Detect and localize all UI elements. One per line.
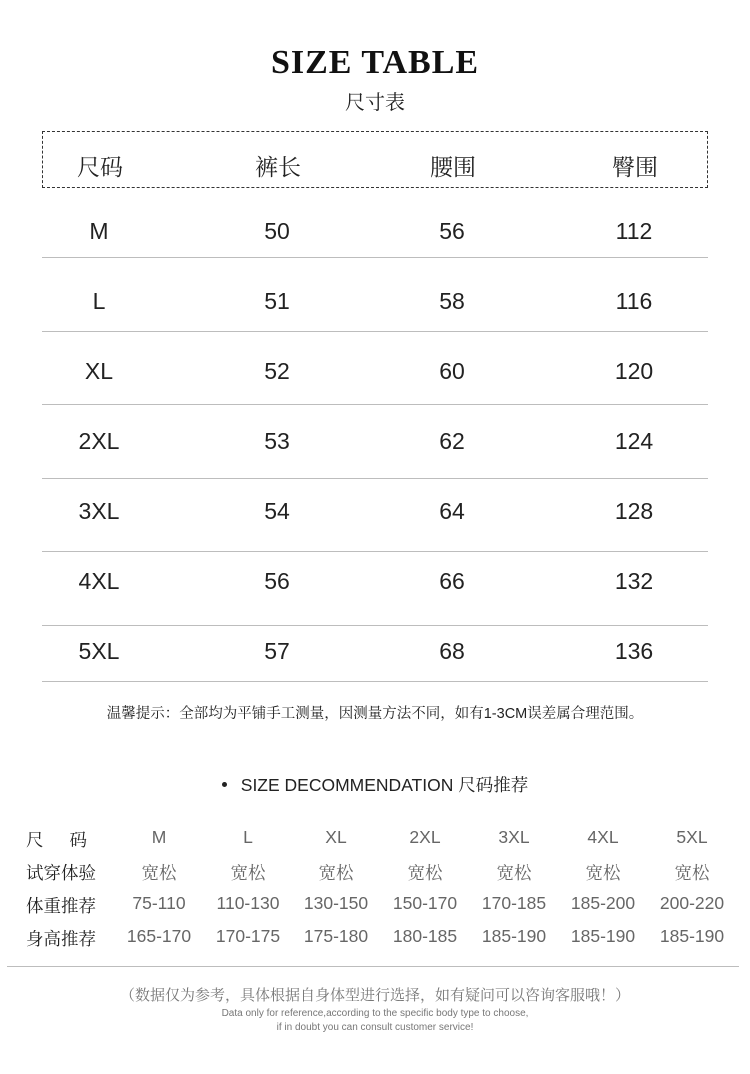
table-cell: 62 — [439, 428, 465, 454]
page-title: SIZE TABLE — [270, 44, 480, 81]
size-table-header — [42, 131, 708, 188]
table-cell: 5XL — [78, 638, 120, 664]
table-cell: 56 — [264, 568, 290, 594]
recommendation-title-text: SIZE DECOMMENDATION 尺码推荐 — [240, 775, 529, 795]
column-header-waist: 腰围 — [430, 154, 476, 180]
row-label: 尺码 — [26, 830, 113, 850]
rec-cell: 110-130 — [216, 893, 280, 913]
bullet-icon — [222, 782, 227, 787]
table-cell: 128 — [614, 498, 654, 524]
rec-cell: 5XL — [676, 827, 708, 847]
rec-cell: 4XL — [587, 827, 619, 847]
rec-cell: L — [243, 827, 253, 847]
rec-cell: 185-190 — [570, 926, 636, 946]
table-cell: 58 — [439, 288, 465, 314]
table-cell: 132 — [614, 568, 654, 594]
recommendation-row-size — [0, 827, 750, 857]
table-cell: 64 — [439, 498, 465, 524]
rec-cell: 宽松 — [230, 863, 266, 883]
row-label: 体重推荐 — [26, 896, 96, 916]
table-cell: M — [89, 218, 109, 244]
rec-cell: 180-185 — [392, 926, 458, 946]
table-cell: 51 — [264, 288, 290, 314]
table-cell: 52 — [264, 358, 290, 384]
row-divider — [42, 404, 708, 405]
row-divider — [42, 257, 708, 258]
rec-cell: 200-220 — [659, 893, 725, 913]
recommendation-row-weight — [0, 893, 750, 923]
rec-cell: 130-150 — [303, 893, 369, 913]
table-cell: 60 — [439, 358, 465, 384]
table-cell: 68 — [439, 638, 465, 664]
table-cell: 53 — [264, 428, 290, 454]
rec-cell: 宽松 — [141, 863, 177, 883]
row-label: 身高推荐 — [26, 929, 96, 949]
table-row — [42, 266, 708, 339]
rec-cell: 宽松 — [407, 863, 443, 883]
disclaimer-english-line2: if in doubt you can consult customer service! — [276, 1022, 474, 1033]
table-cell: 66 — [439, 568, 465, 594]
rec-cell: 165-170 — [126, 926, 192, 946]
rec-cell: 170-185 — [481, 893, 547, 913]
rec-cell: 宽松 — [318, 863, 354, 883]
table-cell: 124 — [614, 428, 654, 454]
rec-cell: XL — [325, 827, 347, 847]
table-cell: 4XL — [78, 568, 120, 594]
table-cell: 2XL — [78, 428, 120, 454]
table-row — [42, 406, 708, 479]
table-row — [42, 476, 708, 549]
column-header-hip: 臀围 — [612, 154, 658, 180]
table-cell: XL — [84, 358, 114, 384]
recommendation-row-fit — [0, 860, 750, 890]
table-row — [42, 196, 708, 269]
measurement-note: 温馨提示：全部均为平铺手工测量，因测量方法不同，如有1-3CM误差属合理范围。 — [106, 706, 644, 722]
table-row — [42, 546, 708, 619]
table-cell: 56 — [439, 218, 465, 244]
rec-cell: 2XL — [409, 827, 441, 847]
rec-cell: 3XL — [498, 827, 530, 847]
rec-cell: 170-175 — [215, 926, 281, 946]
rec-cell: 宽松 — [496, 863, 532, 883]
row-divider — [42, 331, 708, 332]
row-divider — [42, 681, 708, 682]
column-header-length: 裤长 — [255, 154, 301, 180]
rec-cell: M — [151, 827, 167, 847]
rec-cell: 150-170 — [392, 893, 458, 913]
table-cell: 50 — [264, 218, 290, 244]
row-label: 试穿体验 — [26, 863, 96, 883]
table-cell: 3XL — [78, 498, 120, 524]
recommendation-title — [0, 772, 750, 797]
table-cell: L — [92, 288, 106, 314]
table-row — [42, 336, 708, 409]
rec-cell: 宽松 — [585, 863, 621, 883]
section-divider — [7, 966, 739, 967]
rec-cell: 宽松 — [674, 863, 710, 883]
column-header-size: 尺码 — [77, 154, 123, 180]
rec-cell: 175-180 — [303, 926, 369, 946]
rec-cell: 185-190 — [481, 926, 547, 946]
table-cell: 120 — [614, 358, 654, 384]
rec-cell: 185-190 — [659, 926, 725, 946]
table-cell: 136 — [614, 638, 654, 664]
table-cell: 116 — [615, 288, 653, 314]
rec-cell: 75-110 — [132, 893, 186, 913]
disclaimer-chinese: （数据仅为参考，具体根据自身体型进行选择，如有疑问可以咨询客服哦！） — [119, 987, 630, 1004]
page-subtitle: 尺寸表 — [345, 92, 405, 114]
table-row — [42, 616, 708, 689]
table-cell: 57 — [264, 638, 290, 664]
rec-cell: 185-200 — [570, 893, 636, 913]
table-cell: 112 — [615, 218, 653, 244]
table-cell: 54 — [264, 498, 290, 524]
disclaimer-english-line1: Data only for reference,according to the specific body type to choose, — [221, 1008, 529, 1019]
recommendation-row-height — [0, 926, 750, 956]
